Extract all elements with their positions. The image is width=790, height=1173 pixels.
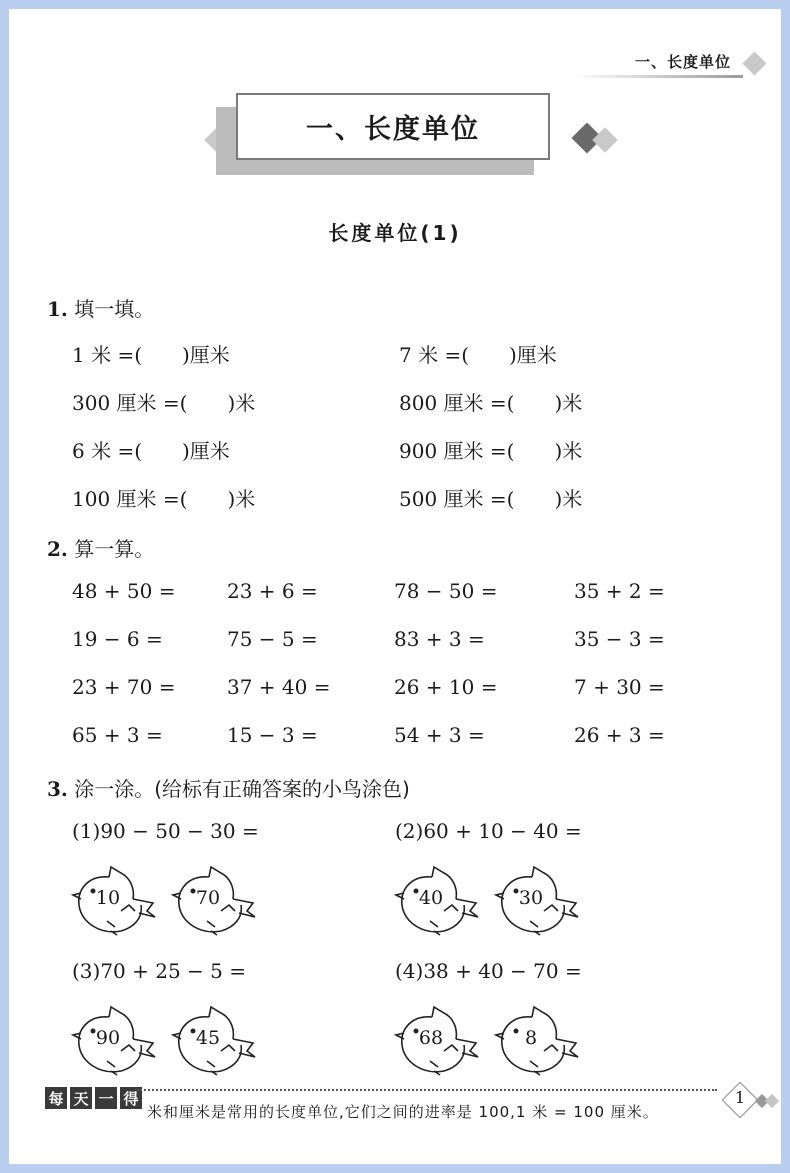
section-2-heading bbox=[47, 533, 154, 562]
calc-item: 23 + 70 = bbox=[72, 675, 176, 699]
page-footer bbox=[9, 1079, 781, 1149]
calc-item: 15 − 3 = bbox=[227, 723, 318, 747]
bird-option[interactable] bbox=[494, 1005, 580, 1077]
calc-item: 37 + 40 = bbox=[227, 675, 331, 699]
calc-item: 26 + 3 = bbox=[574, 723, 665, 747]
bird-number: 68 bbox=[418, 1027, 444, 1049]
section-2-title: 算一算。 bbox=[74, 537, 155, 561]
calc-item: 78 − 50 = bbox=[394, 579, 498, 603]
bird-number: 40 bbox=[418, 887, 444, 909]
section-2-number: 2. bbox=[47, 537, 68, 561]
section-3-title: 涂一涂。(给标有正确答案的小鸟涂色) bbox=[74, 777, 410, 801]
lesson-title: 长度单位(1) bbox=[328, 221, 462, 245]
fill-item: 1 米 =( )厘米 bbox=[72, 343, 230, 367]
diamond-icon bbox=[742, 51, 766, 75]
bird-option[interactable] bbox=[394, 865, 480, 937]
fill-item: 6 米 =( )厘米 bbox=[72, 439, 230, 463]
calc-item: 19 − 6 = bbox=[72, 627, 163, 651]
bird-number: 70 bbox=[195, 887, 221, 909]
running-header-text: 一、长度单位 bbox=[634, 53, 731, 71]
calc-item: 65 + 3 = bbox=[72, 723, 163, 747]
calc-item: 48 + 50 = bbox=[72, 579, 176, 603]
fill-item: 100 厘米 =( )米 bbox=[72, 487, 256, 511]
color-problem: (1)90 − 50 − 30 = bbox=[72, 819, 259, 843]
chapter-title: 一、长度单位 bbox=[306, 114, 480, 145]
bird-number: 30 bbox=[518, 887, 544, 909]
color-problem: (3)70 + 25 − 5 = bbox=[72, 959, 247, 983]
fill-item: 7 米 =( )厘米 bbox=[399, 343, 557, 367]
calc-item: 75 − 5 = bbox=[227, 627, 318, 651]
badge-char: 得 bbox=[120, 1087, 142, 1109]
calc-item: 26 + 10 = bbox=[394, 675, 498, 699]
header-rule bbox=[573, 75, 743, 78]
calc-item: 83 + 3 = bbox=[394, 627, 485, 651]
badge-char: 天 bbox=[70, 1087, 92, 1109]
workbook-page bbox=[9, 9, 781, 1164]
badge-char: 一 bbox=[95, 1087, 117, 1109]
fill-item: 500 厘米 =( )米 bbox=[399, 487, 583, 511]
calc-item: 35 − 3 = bbox=[574, 627, 665, 651]
daily-tip-badge bbox=[45, 1087, 142, 1109]
color-problem: (4)38 + 40 − 70 = bbox=[395, 959, 582, 983]
fill-item: 300 厘米 =( )米 bbox=[72, 391, 256, 415]
page-number: 1 bbox=[734, 1088, 746, 1107]
calc-item: 54 + 3 = bbox=[394, 723, 485, 747]
daily-tip-text: 米和厘米是常用的长度单位,它们之间的进率是 100,1 米 = 100 厘米。 bbox=[147, 1103, 659, 1121]
bird-option[interactable] bbox=[171, 865, 257, 937]
fill-item: 900 厘米 =( )米 bbox=[399, 439, 583, 463]
chapter-title-block bbox=[204, 93, 564, 183]
section-1-title: 填一填。 bbox=[74, 297, 155, 321]
calc-item: 35 + 2 = bbox=[574, 579, 665, 603]
diamond-icon bbox=[765, 1094, 779, 1108]
calc-item: 23 + 6 = bbox=[227, 579, 318, 603]
section-3-number: 3. bbox=[47, 777, 68, 801]
bird-number: 10 bbox=[95, 887, 121, 909]
calc-item: 7 + 30 = bbox=[574, 675, 665, 699]
bird-option[interactable] bbox=[171, 1005, 257, 1077]
badge-char: 每 bbox=[45, 1087, 67, 1109]
bird-option[interactable] bbox=[494, 865, 580, 937]
section-1-heading bbox=[47, 293, 154, 322]
bird-number: 45 bbox=[195, 1027, 221, 1049]
color-problem: (2)60 + 10 − 40 = bbox=[395, 819, 582, 843]
bird-number: 90 bbox=[95, 1027, 121, 1049]
fill-item: 800 厘米 =( )米 bbox=[399, 391, 583, 415]
dotted-rule bbox=[137, 1089, 717, 1091]
section-1-number: 1. bbox=[47, 297, 68, 321]
bird-number: 8 bbox=[524, 1027, 538, 1049]
chapter-title-box bbox=[236, 93, 550, 160]
running-header bbox=[569, 47, 781, 87]
bird-option[interactable] bbox=[71, 1005, 157, 1077]
bird-option[interactable] bbox=[394, 1005, 480, 1077]
section-3-heading bbox=[47, 773, 410, 802]
bird-option[interactable] bbox=[71, 865, 157, 937]
